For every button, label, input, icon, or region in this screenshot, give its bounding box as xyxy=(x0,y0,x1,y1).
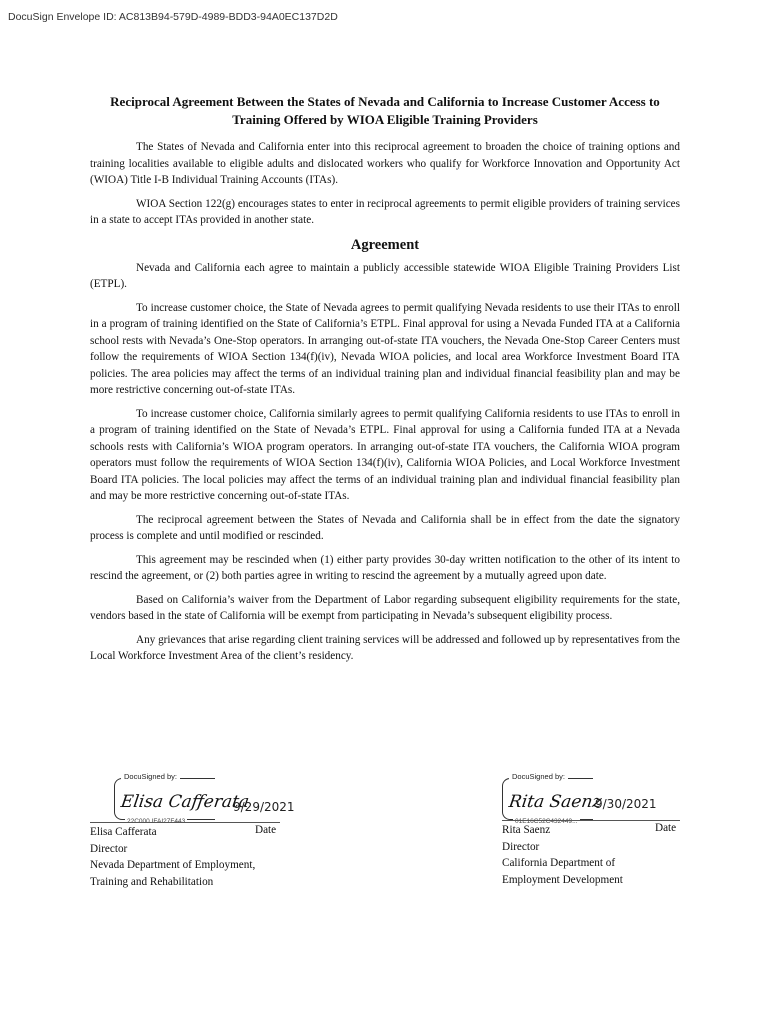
signed-date: 9/29/2021 xyxy=(233,800,295,814)
signer-org-line-2: Employment Development xyxy=(502,873,623,886)
agreement-paragraph-1: Nevada and California each agree to maintain a publicly accessible statewide WIOA Eligible Training Providers List (ETPL). xyxy=(90,261,680,290)
docusigned-label: DocuSigned by: xyxy=(509,772,568,781)
signer-name: Rita Saenz xyxy=(502,824,551,836)
docusign-frame xyxy=(502,772,603,825)
docusigned-label: DocuSigned by: xyxy=(121,772,180,781)
agreement-paragraph-7: Any grievances that arise regarding client training services will be addressed and followed up by representatives from the Local Workforce Investment Area of the client’s residency. xyxy=(90,633,680,662)
signer-details-california xyxy=(502,822,623,888)
signer-details-nevada xyxy=(90,824,255,890)
envelope-id: DocuSign Envelope ID: AC813B94-579D-4989-BDD3-94A0EC137D2D xyxy=(8,11,338,23)
agreement-heading: Agreement xyxy=(350,236,420,253)
title-line-1: Reciprocal Agreement Between the States of Nevada and California to Increase Customer Access to xyxy=(110,94,660,109)
title-line-2: Training Offered by WIOA Eligible Training Providers xyxy=(232,112,538,127)
agreement-paragraph-3: To increase customer choice, California similarly agrees to permit qualifying California residents to use ITAs to enroll in a program of training identified on the State of Nevada’s ETPL. Final approval for using a California funded ITA at a Nevada schools rests with California’s WIOA program operators. In arranging out-of-state ITA vouchers, the California WIOA program operators must follow the requirements of WIOA Section 134(f)(iv), California WIOA Policies, and Local Workforce Investment Board ITA policies. The local policies may affect the terms of an individual training plan and individual financial feasibility plan and may be more restrictive concerning out-of-state ITAs. xyxy=(90,407,680,502)
document-title xyxy=(80,93,690,129)
agreement-paragraph-6: Based on California’s waiver from the Department of Labor regarding subsequent eligibility requirements for the state, vendors based in the state of California will be exempt from participating in Nevada’s subsequent eligibility process. xyxy=(90,593,680,622)
intro-paragraph-2: WIOA Section 122(g) encourages states to enter in reciprocal agreements to permit eligible providers of training services in a state to accept ITAs provided in another state. xyxy=(90,197,680,226)
signer-org-line-2: Training and Rehabilitation xyxy=(90,875,214,888)
signer-org-line-1: California Department of xyxy=(502,857,616,869)
date-label-california: Date xyxy=(655,822,677,834)
agreement-paragraph-4: The reciprocal agreement between the States of Nevada and California shall be in effect from the date the signatory process is complete and until modified or rescinded. xyxy=(90,513,680,542)
date-label-nevada: Date xyxy=(255,824,277,836)
signature-block-nevada xyxy=(90,772,295,825)
signature-line-nevada xyxy=(90,822,280,823)
signer-name: Elisa Cafferata xyxy=(90,826,157,838)
agreement-paragraph-5: This agreement may be rescinded when (1) either party provides 30-day written notification to the other of its intent to rescind the agreement, or (2) both parties agree in writing to rescind the agreement by a mutually agreed upon date. xyxy=(90,553,680,582)
signer-id: 22C000 IFAI27F443 xyxy=(127,818,186,825)
docusign-frame xyxy=(114,772,251,825)
intro-paragraph-1: The States of Nevada and California enter into this reciprocal agreement to broaden the choice of training options and training localities available to eligible adults and dislocated workers who qualify for Workforce Innovation and Opportunity Act (WIOA) Title I-B Individual Training Accounts (ITAs). xyxy=(90,141,680,186)
agreement-paragraph-2: To increase customer choice, the State of Nevada agrees to permit qualifying Nevada residents to use their ITAs to enroll in a program of training identified on the State of California’s ETPL. Final approval for using a Nevada Funded ITA at a California school rests with Nevada’s One-Stop operators. In arranging out-of-state ITA vouchers, the Nevada One-Stop Career Centers must follow the requirements of WIOA Section 134(f)(iv), Nevada WIOA policies, and local area Workforce Investment Board ITA policies. The area policies may affect the terms of an individual training plan and individual financial feasibility plan and may be more restrictive concerning out-of-state ITAs. xyxy=(90,301,680,396)
signer-title: Director xyxy=(502,840,540,853)
signer-id: 01E16C52C432449... xyxy=(515,818,578,825)
signature-block-california xyxy=(502,772,680,825)
document-body xyxy=(90,139,680,672)
signer-org-line-1: Nevada Department of Employment, xyxy=(90,859,256,871)
handwritten-signature: Elisa Cafferata xyxy=(119,792,251,812)
handwritten-signature: Rita Saenz xyxy=(507,792,603,812)
signature-line-california xyxy=(502,820,680,821)
signed-date: 9/30/2021 xyxy=(595,797,657,811)
signer-title: Director xyxy=(90,842,128,855)
